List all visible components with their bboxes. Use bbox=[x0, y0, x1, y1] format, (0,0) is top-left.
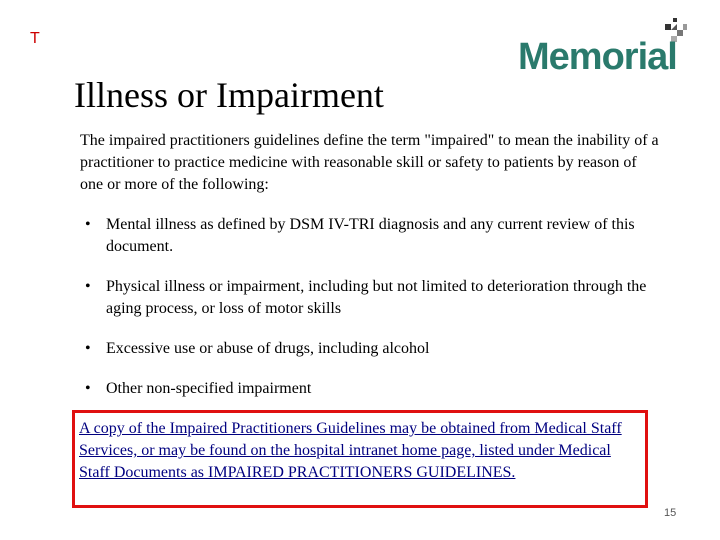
guidelines-link[interactable]: A copy of the Impaired Practitioners Guidelines may be obtained from Medical Staff Services, or may be found on the hospital intranet home page, listed under Medical Staff Documents as IMPAIRED PRACTITIONERS GUIDELINES. bbox=[79, 420, 622, 481]
bullet-text: Physical illness or impairment, including but not limited to deterioration through the aging process, or loss of motor skills bbox=[106, 278, 647, 317]
list-item bbox=[80, 276, 680, 320]
page-number: 15 bbox=[664, 507, 677, 519]
memorial-logo bbox=[518, 16, 690, 76]
bullet-marker: • bbox=[85, 340, 91, 357]
corner-mark: T bbox=[30, 30, 40, 47]
intro-paragraph: The impaired practitioners guidelines define the term "impaired" to mean the inability of a practitioner to practice medicine with reasonable skill or safety to patients by reason of one or more of the following: bbox=[80, 132, 659, 193]
bullet-marker: • bbox=[85, 216, 91, 233]
bullet-text: Other non-specified impairment bbox=[106, 380, 312, 397]
list-item bbox=[80, 214, 680, 258]
slide-title: Illness or Impairment bbox=[74, 75, 384, 115]
bullet-marker: • bbox=[85, 278, 91, 295]
logo-wordmark: Memorial bbox=[518, 36, 677, 78]
bullet-list bbox=[80, 214, 680, 418]
bullet-marker: • bbox=[85, 380, 91, 397]
list-item bbox=[80, 378, 680, 400]
bullet-text: Mental illness as defined by DSM IV-TRI diagnosis and any current review of this document. bbox=[106, 216, 635, 255]
list-item bbox=[80, 338, 680, 360]
bullet-text: Excessive use or abuse of drugs, including alcohol bbox=[106, 340, 430, 357]
